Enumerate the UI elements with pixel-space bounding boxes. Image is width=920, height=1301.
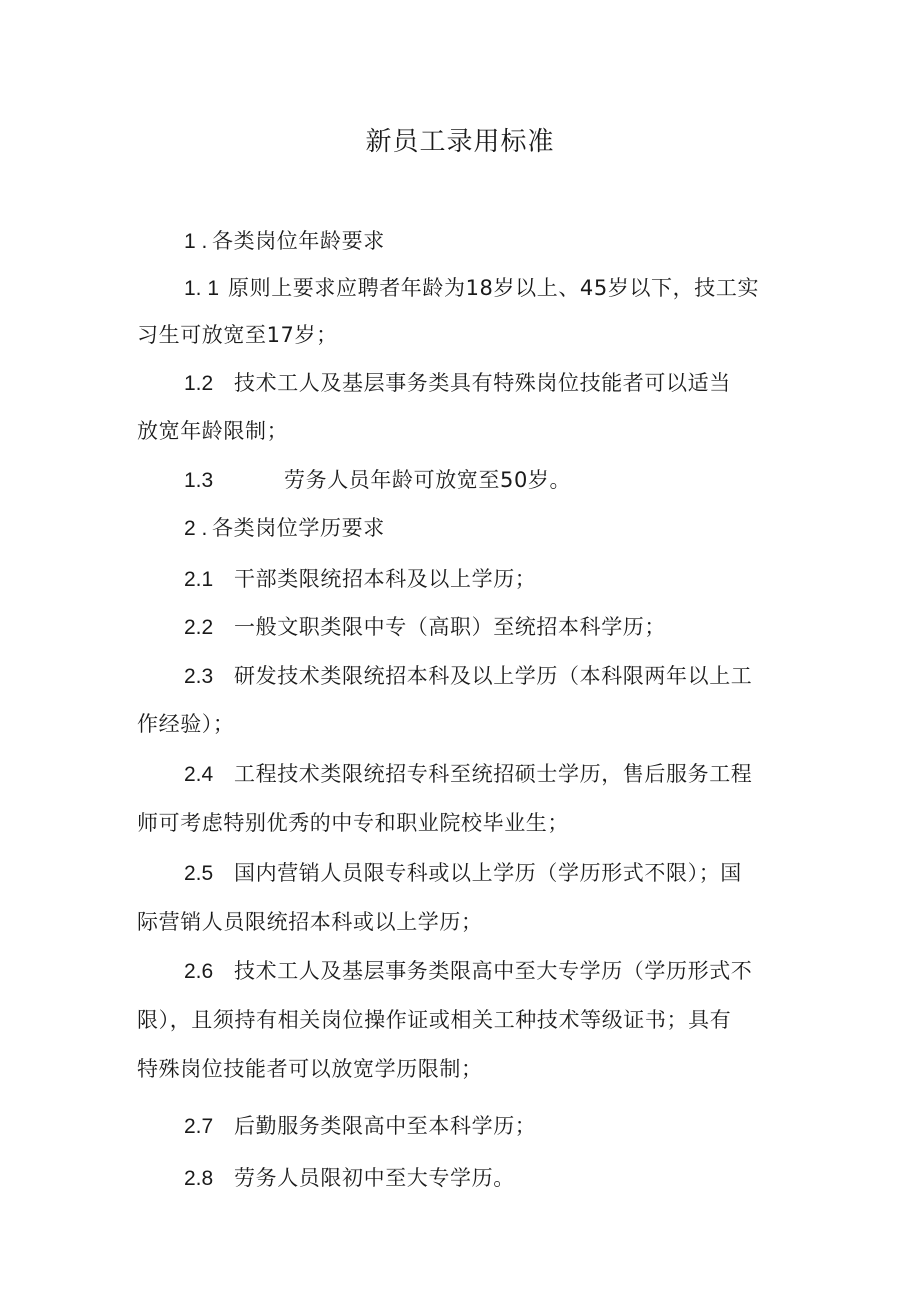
- line-text: 习生可放宽至17岁；: [137, 323, 338, 347]
- clause-2-4: [184, 759, 752, 790]
- line-number: 2.6: [184, 960, 214, 983]
- clause-2-5-continued: [137, 907, 483, 937]
- line-text: 国内营销人员限专科或以上学历（学历形式不限）；国: [234, 861, 742, 885]
- clause-2-6: [184, 956, 752, 987]
- line-number: 2 .: [184, 517, 208, 540]
- line-number: 1.3: [184, 469, 214, 492]
- clause-2-7: [184, 1111, 536, 1142]
- line-text: 师可考虑特别优秀的中专和职业院校毕业生；: [137, 811, 569, 835]
- section-heading-education: [184, 513, 385, 544]
- clause-2-6-continued-1: [137, 1005, 731, 1035]
- line-number: 2.2: [184, 616, 214, 639]
- line-text: 原则上要求应聘者年龄为18岁以上、45岁以下，技工实: [228, 276, 760, 300]
- clause-1-3: [184, 465, 571, 496]
- line-text: 劳务人员年龄可放宽至50岁。: [284, 468, 572, 492]
- line-number: 2.3: [184, 665, 214, 688]
- line-number: 1. 1: [184, 277, 220, 300]
- line-number: 1 .: [184, 230, 208, 253]
- line-number: 2.8: [184, 1167, 214, 1190]
- section-heading-age: [184, 226, 385, 257]
- line-number: 2.1: [184, 568, 214, 591]
- clause-2-5: [184, 858, 742, 889]
- clause-2-8: [184, 1163, 515, 1194]
- clause-1-1: [184, 273, 759, 304]
- clause-2-3-continued: [137, 709, 235, 739]
- clause-2-6-continued-2: [137, 1054, 483, 1084]
- clause-1-2-continued: [137, 416, 288, 446]
- line-text: 放宽年龄限制；: [137, 419, 289, 443]
- clause-2-3: [184, 661, 752, 692]
- line-text: 工程技术类限统招专科至统招硕士学历，售后服务工程: [234, 762, 753, 786]
- line-text: 限），且须持有相关岗位操作证或相关工种技术等级证书；具有: [137, 1008, 732, 1032]
- clause-1-2: [184, 368, 731, 399]
- line-text: 劳务人员限初中至大专学历。: [234, 1166, 515, 1190]
- line-text: 技术工人及基层事务类限高中至大专学历（学历形式不: [234, 959, 753, 983]
- line-text: 各类岗位年龄要求: [212, 229, 385, 253]
- line-number: 2.5: [184, 862, 214, 885]
- clause-1-1-continued: [137, 320, 338, 350]
- clause-2-1: [184, 564, 536, 595]
- line-text: 技术工人及基层事务类具有特殊岗位技能者可以适当: [234, 371, 731, 395]
- clause-2-4-continued: [137, 808, 569, 838]
- line-text: 特殊岗位技能者可以放宽学历限制；: [137, 1057, 483, 1081]
- document-title: 新员工录用标准: [365, 127, 555, 157]
- line-text: 各类岗位学历要求: [212, 516, 385, 540]
- line-number: 2.4: [184, 763, 214, 786]
- line-text: 际营销人员限统招本科或以上学历；: [137, 910, 483, 934]
- line-number: 1.2: [184, 372, 214, 395]
- line-text: 干部类限统招本科及以上学历；: [234, 567, 537, 591]
- line-text: 后勤服务类限高中至本科学历；: [234, 1114, 537, 1138]
- line-text: 一般文职类限中专（高职）至统招本科学历；: [234, 615, 666, 639]
- line-number: 2.7: [184, 1115, 214, 1138]
- clause-2-2: [184, 612, 666, 643]
- line-text: 作经验）；: [137, 712, 235, 736]
- line-text: 研发技术类限统招本科及以上学历（本科限两年以上工: [234, 664, 753, 688]
